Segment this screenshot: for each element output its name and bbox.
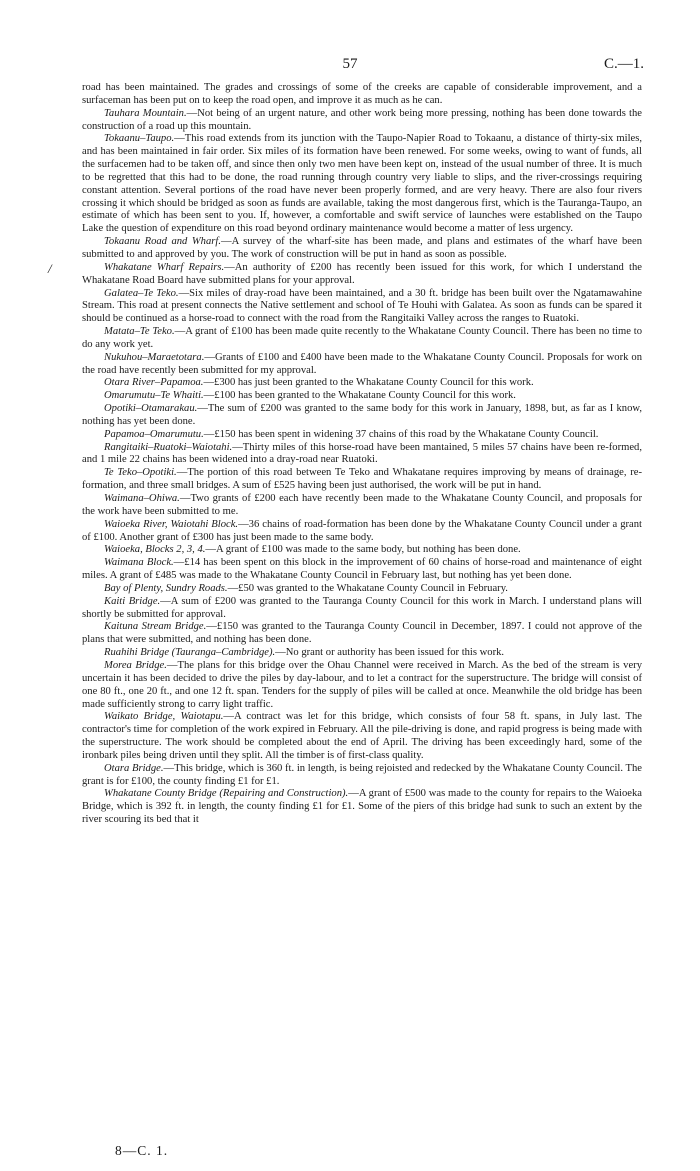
paragraph-text: —£50 was granted to the Whakatane County Council in February. [227, 582, 508, 594]
paragraph-text: —£14 has been spent on this block in the improvement of 60 chains of horse-road and maintenance of eight miles. A grant of £485 was made to the Whakatane County Council in February last, but nothing has yet been done. [82, 557, 642, 582]
paragraph [82, 583, 642, 596]
paragraph-text: —Not being of an urgent nature, and other work being more pressing, nothing has been done towards the construction of a road up this mountain. [82, 107, 642, 132]
signature-mark: 8—C. 1. [115, 1143, 169, 1158]
paragraph-text: —Grants of £100 and £400 have been made to the Whakatane County Council. Proposals for work on the road have recently been submitted for my approval. [82, 351, 642, 376]
paragraph-title: Nukuhou–Maraetotara. [104, 351, 205, 363]
paragraph [82, 288, 642, 327]
paragraph [82, 763, 642, 789]
paragraph-title: Whakatane County Bridge (Repairing and Construction). [104, 788, 349, 800]
paragraph-text: —A grant of £100 has been made quite recently to the Whakatane County Council. There has been no time to do any work yet. [82, 326, 642, 350]
paragraph-title: Galatea–Te Teko. [104, 287, 179, 299]
paragraph-title: Waikato Bridge, Waiotapu. [104, 711, 224, 723]
paragraph-title: Tokaanu Road and Wharf. [104, 236, 221, 248]
paragraph-title: Opotiki–Otamarakau. [104, 403, 198, 415]
paragraph-title: Tauhara Mountain. [104, 107, 187, 119]
paragraph-text: —A grant of £500 was made to the county for repairs to the Waioeka Bridge, which is 392 ft. in length, the county finding £1 for £1. Some of the piers of this bridge had sunk to such an extent by the river scouring its bed that it [82, 788, 642, 826]
paragraph-text: —36 chains of road-formation has been done by the Whakatane County Council under a grant of £100. Another grant of £300 has just been made to the same body. [82, 518, 642, 543]
paragraph [82, 262, 642, 288]
page-number: 57 [342, 56, 358, 72]
paragraph [82, 403, 642, 429]
paragraph-text: —The sum of £200 was granted to the same body for this work in January, 1898, but, as far as I know, nothing has yet been done. [82, 403, 642, 427]
paragraph-text: —A contract was let for this bridge, which consists of four 58 ft. spans, in July last. The contractor's time for completion of the work expired in February. All the pile-driving is done, and rapid progress is being made with the superstructure. The work should be completed about the end of April. The driving has been exceedingly hard, some of the ironbark piles being driven until they split. All the timber is of first-class quality. [82, 711, 643, 761]
paragraph-text: —A grant of £100 was made to the same body, but nothing has been done. [205, 544, 521, 556]
paragraph-title: Waimana Block. [104, 557, 174, 569]
paragraph-title: Papamoa–Omarumutu. [104, 428, 204, 440]
paragraph-title: Morea Bridge. [104, 659, 167, 671]
paragraph-text: —The plans for this bridge over the Ohau Channel were received in March. As the bed of the stream is very uncertain it has been decided to drive the piles by day-labour, and to let a contract for the superstructure. The bridge will consist of one 80 ft., one 20 ft., and one 12 ft. span. Tenders for the supply of piles will be called at once. Meanwhile the old bridge has been made sufficiently strong to carry light traffic. [82, 659, 642, 710]
paragraph [82, 519, 642, 545]
paragraph-title: Ruahihi Bridge (Tauranga–Cambridge). [104, 647, 276, 659]
paragraph [82, 82, 642, 108]
paragraph-title: Waioeka River, Waiotahi Block. [104, 518, 239, 530]
paragraph-text: —An authority of £200 has recently been issued for this work, for which I understand the Whakatane Road Board have submitted plans for your approval. [82, 261, 642, 286]
paragraph-title: Kaituna Stream Bridge. [104, 621, 207, 633]
paragraph [82, 711, 642, 762]
paragraph [82, 557, 642, 583]
paragraph-title: Waimana–Ohiwa. [104, 493, 180, 504]
paragraph [82, 429, 642, 442]
paragraph-title: Rangitaiki–Ruatoki–Waiotahi. [104, 441, 233, 453]
paragraph [82, 377, 642, 390]
paragraph [82, 621, 642, 647]
paragraph-text: —£100 has been granted to the Whakatane County Council for this work. [203, 390, 516, 402]
paragraph-title: Tokaanu–Taupo. [104, 133, 175, 145]
paragraph-title: Otara Bridge. [104, 762, 164, 774]
margin-mark: / [48, 261, 52, 276]
paragraph [82, 326, 642, 352]
paragraph-text: —A survey of the wharf-site has been made, and plans and estimates of the wharf have been submitted to and approved by you. The work of construction will be put in hand as soon as possible. [82, 236, 642, 260]
paragraph [82, 108, 642, 134]
paragraph-text: —£150 was granted to the Tauranga County Council in December, 1897. I could not approve of the plans that were submitted, and nothing has been done. [82, 621, 642, 646]
paragraph-title: Whakatane Wharf Repairs. [104, 261, 225, 273]
paragraph-text: —£300 has just been granted to the Whakatane County Council for this work. [203, 377, 534, 389]
paragraph-text: —The portion of this road between Te Teko and Whakatane requires improving by means of drainage, re-formation, and three small bridges. A sum of £525 having been just authorised, the work will be put in hand. [82, 467, 642, 492]
paragraph-title: Matata–Te Teko. [104, 326, 175, 338]
paragraph-text: —No grant or authority has been issued for this work. [275, 647, 505, 659]
paragraph-title: Otara River–Papamoa. [104, 377, 204, 389]
paragraph [82, 467, 642, 493]
paragraph [82, 133, 642, 236]
paragraph-title: Omarumutu–Te Whaiti. [104, 390, 204, 402]
paragraph [82, 390, 642, 403]
paragraph-text: —Two grants of £200 each have recently been made to the Whakatane County Council, and proposals for the work have been submitted to me. [82, 493, 642, 517]
paragraph [82, 236, 642, 262]
paragraph [82, 660, 642, 711]
paragraph [82, 352, 642, 378]
paragraph-title: Te Teko–Opotiki. [104, 467, 177, 479]
paragraph-text: —Six miles of dray-road have been maintained, and a 30 ft. bridge has been built over the Ngatamawahine Stream. This road at present connects the Native settlement and school of Te Houhi with Galatea. As soon as funds can be spared it should be continued as a horse-road to connect with the road from the Rangitaiki Valley across the ranges to Ruatoki. [82, 287, 642, 325]
paragraph-text: —This bridge, which is 360 ft. in length, is being rejoisted and redecked by the Whakatane County Council. The grant is for £100, the county finding £1 for £1. [82, 762, 642, 787]
paragraph-text: —Thirty miles of this horse-road have been mantained, 5 miles 57 chains have been re-formed, and 1 mile 22 chains has been widened into a dray-road near Ruatoki. [82, 441, 642, 466]
document-reference: C.—1. [603, 56, 644, 72]
paragraph [82, 788, 642, 827]
body-text [82, 82, 642, 827]
paragraph [82, 493, 642, 519]
paragraph-text: —This road extends from its junction with the Taupo-Napier Road to Tokaanu, a distance of thirty-six miles, and has been maintained in fair order. Six miles of its formation have been renewed. For some weeks, owing to want of funds, all the surfacemen had to be taken off, and since then only two men have been kept on, instead of the usual number of three. It is much to be regretted that this had to be done, the road running through country very liable to slips, and the river-crossings requiring constant attention. Several portions of the road have never been properly formed, and are very heavy. There are also four rivers crossing it which should be bridged as soon as funds are available, taking the most dangerous first, which is the Tauranga-Taupo, an estimate of which has been sent to you. If, however, a comfortable and swift service of launches were established on the Taupo Lake the question of expenditure on this road beyond ordinary maintenance would become a matter of less urgency. [82, 133, 642, 235]
paragraph-text: —A sum of £200 was granted to the Tauranga County Council for this work in March. I understand plans will shortly be submitted for approval. [82, 595, 642, 620]
paragraph [82, 596, 642, 622]
paragraph [82, 647, 642, 660]
paragraph-text: —£150 has been spent in widening 37 chains of this road by the Whakatane County Council. [203, 428, 599, 440]
paragraph [82, 442, 642, 468]
paragraph [82, 544, 642, 557]
paragraph-title: Bay of Plenty, Sundry Roads. [104, 582, 228, 594]
paragraph-text: road has been maintained. The grades and crossings of some of the creeks are capable of considerable improvement, and a surfaceman has been put on to keep the road open, and improve it as much as he can. [82, 82, 642, 106]
paragraph-title: Waioeka, Blocks 2, 3, 4. [104, 544, 206, 556]
paragraph-title: Kaiti Bridge. [104, 595, 161, 607]
